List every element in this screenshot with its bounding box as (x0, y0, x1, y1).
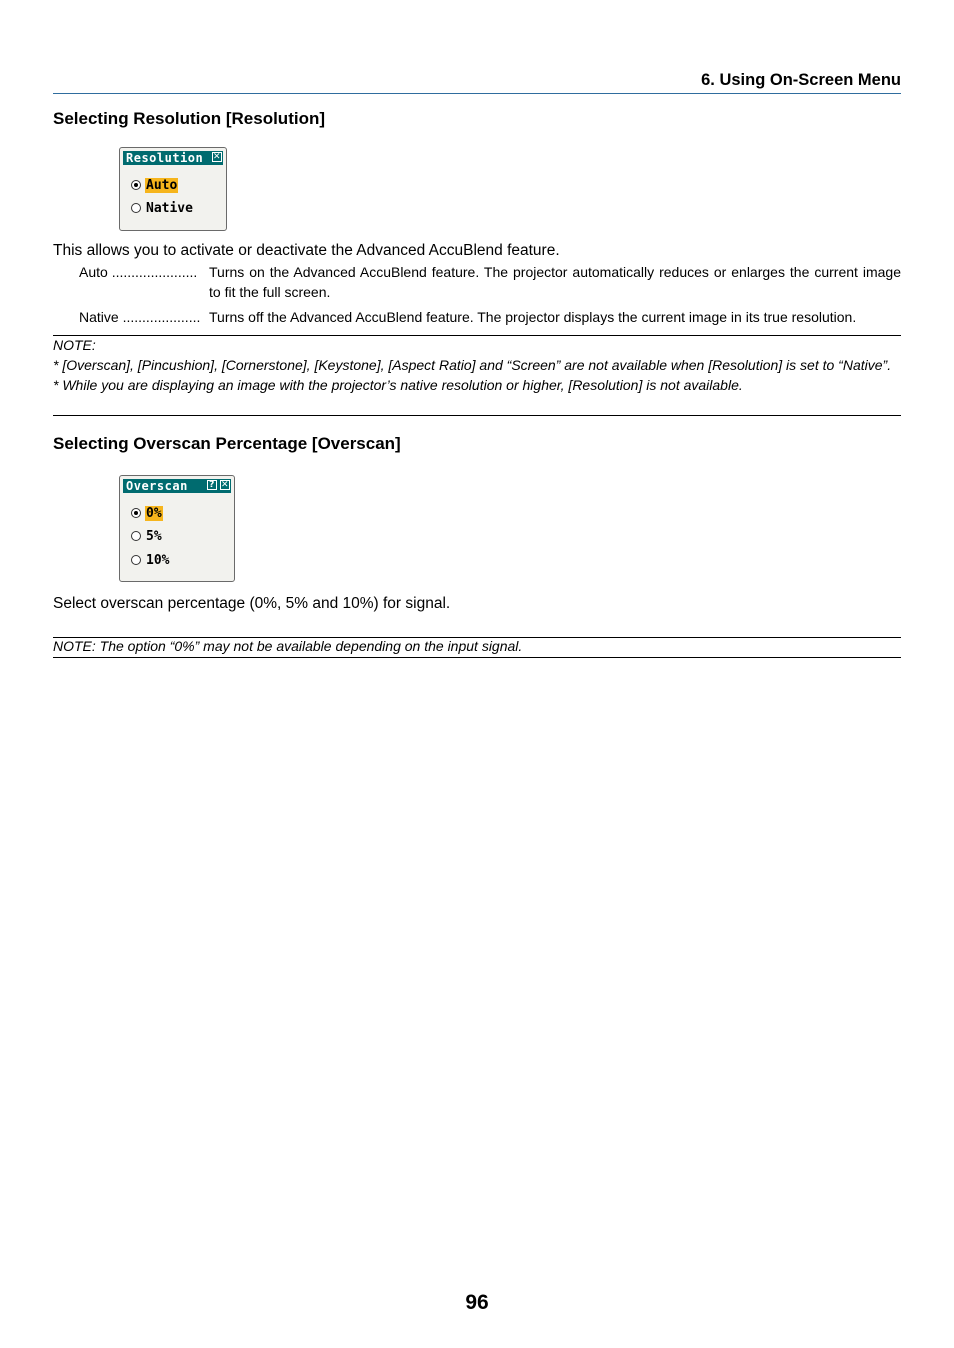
overscan-dialog-titlebar (123, 479, 231, 493)
option-label: 0% (146, 505, 162, 521)
resolution-heading: Selecting Resolution [Resolution] (53, 109, 326, 128)
page-number: 96 (465, 1291, 489, 1314)
close-icon[interactable]: ✕ (213, 152, 222, 162)
definition-row-native (79, 307, 901, 327)
overscan-dialog-title: Overscan (126, 479, 188, 493)
radio-icon[interactable] (131, 555, 141, 565)
resolution-option-auto[interactable] (131, 177, 178, 193)
resolution-dialog-title: Resolution (126, 151, 204, 165)
definition-desc: Turns off the Advanced AccuBlend feature. The projector displays the current image in its true resolution. (209, 309, 857, 325)
overscan-note: NOTE: The option “0%” may not be available depending on the input signal. (53, 638, 523, 654)
overscan-heading: Selecting Overscan Percentage [Overscan] (53, 434, 401, 453)
overscan-intro: Select overscan percentage (0%, 5% and 10%) for signal. (53, 595, 451, 612)
definition-row-auto (79, 262, 901, 302)
overscan-option-0[interactable] (131, 505, 163, 521)
help-icon[interactable]: ? (207, 480, 217, 490)
resolution-dialog (119, 147, 227, 231)
option-label: 5% (146, 528, 162, 544)
resolution-dialog-titlebar (123, 151, 223, 165)
definition-term: Native .................... (79, 309, 201, 325)
resolution-note (53, 335, 901, 395)
note-rule-bottom (53, 415, 901, 416)
note-item: * While you are displaying an image with the projector’s native resolution or higher, [Resolution] is not available. (53, 377, 743, 393)
radio-icon[interactable] (131, 531, 141, 541)
resolution-intro: This allows you to activate or deactivate the Advanced AccuBlend feature. (53, 242, 560, 259)
option-label: Auto (146, 177, 178, 193)
close-icon[interactable]: ✕ (221, 480, 230, 490)
overscan-dialog (119, 475, 235, 582)
note-item: * [Overscan], [Pincushion], [Cornerstone], [Keystone], [Aspect Ratio] and “Screen” are not available when [Resolution] is set to “Native”. (53, 357, 892, 373)
definition-term: Auto ...................... (79, 264, 198, 280)
overscan-option-5[interactable] (131, 528, 163, 544)
option-label: 10% (146, 552, 170, 568)
header-rule (53, 93, 901, 94)
radio-selected-icon[interactable] (131, 508, 141, 518)
note-label: NOTE: (53, 337, 96, 353)
radio-selected-icon[interactable] (131, 180, 141, 190)
option-label: Native (146, 200, 193, 216)
resolution-option-native[interactable] (131, 200, 194, 216)
definition-desc: Turns on the Advanced AccuBlend feature. The projector automatically reduces or enlarges the current image to fit the full screen. (209, 264, 901, 300)
radio-icon[interactable] (131, 203, 141, 213)
chapter-title: 6. Using On-Screen Menu (701, 71, 901, 89)
overscan-option-10[interactable] (131, 552, 170, 568)
note-rule-bottom (53, 657, 901, 658)
